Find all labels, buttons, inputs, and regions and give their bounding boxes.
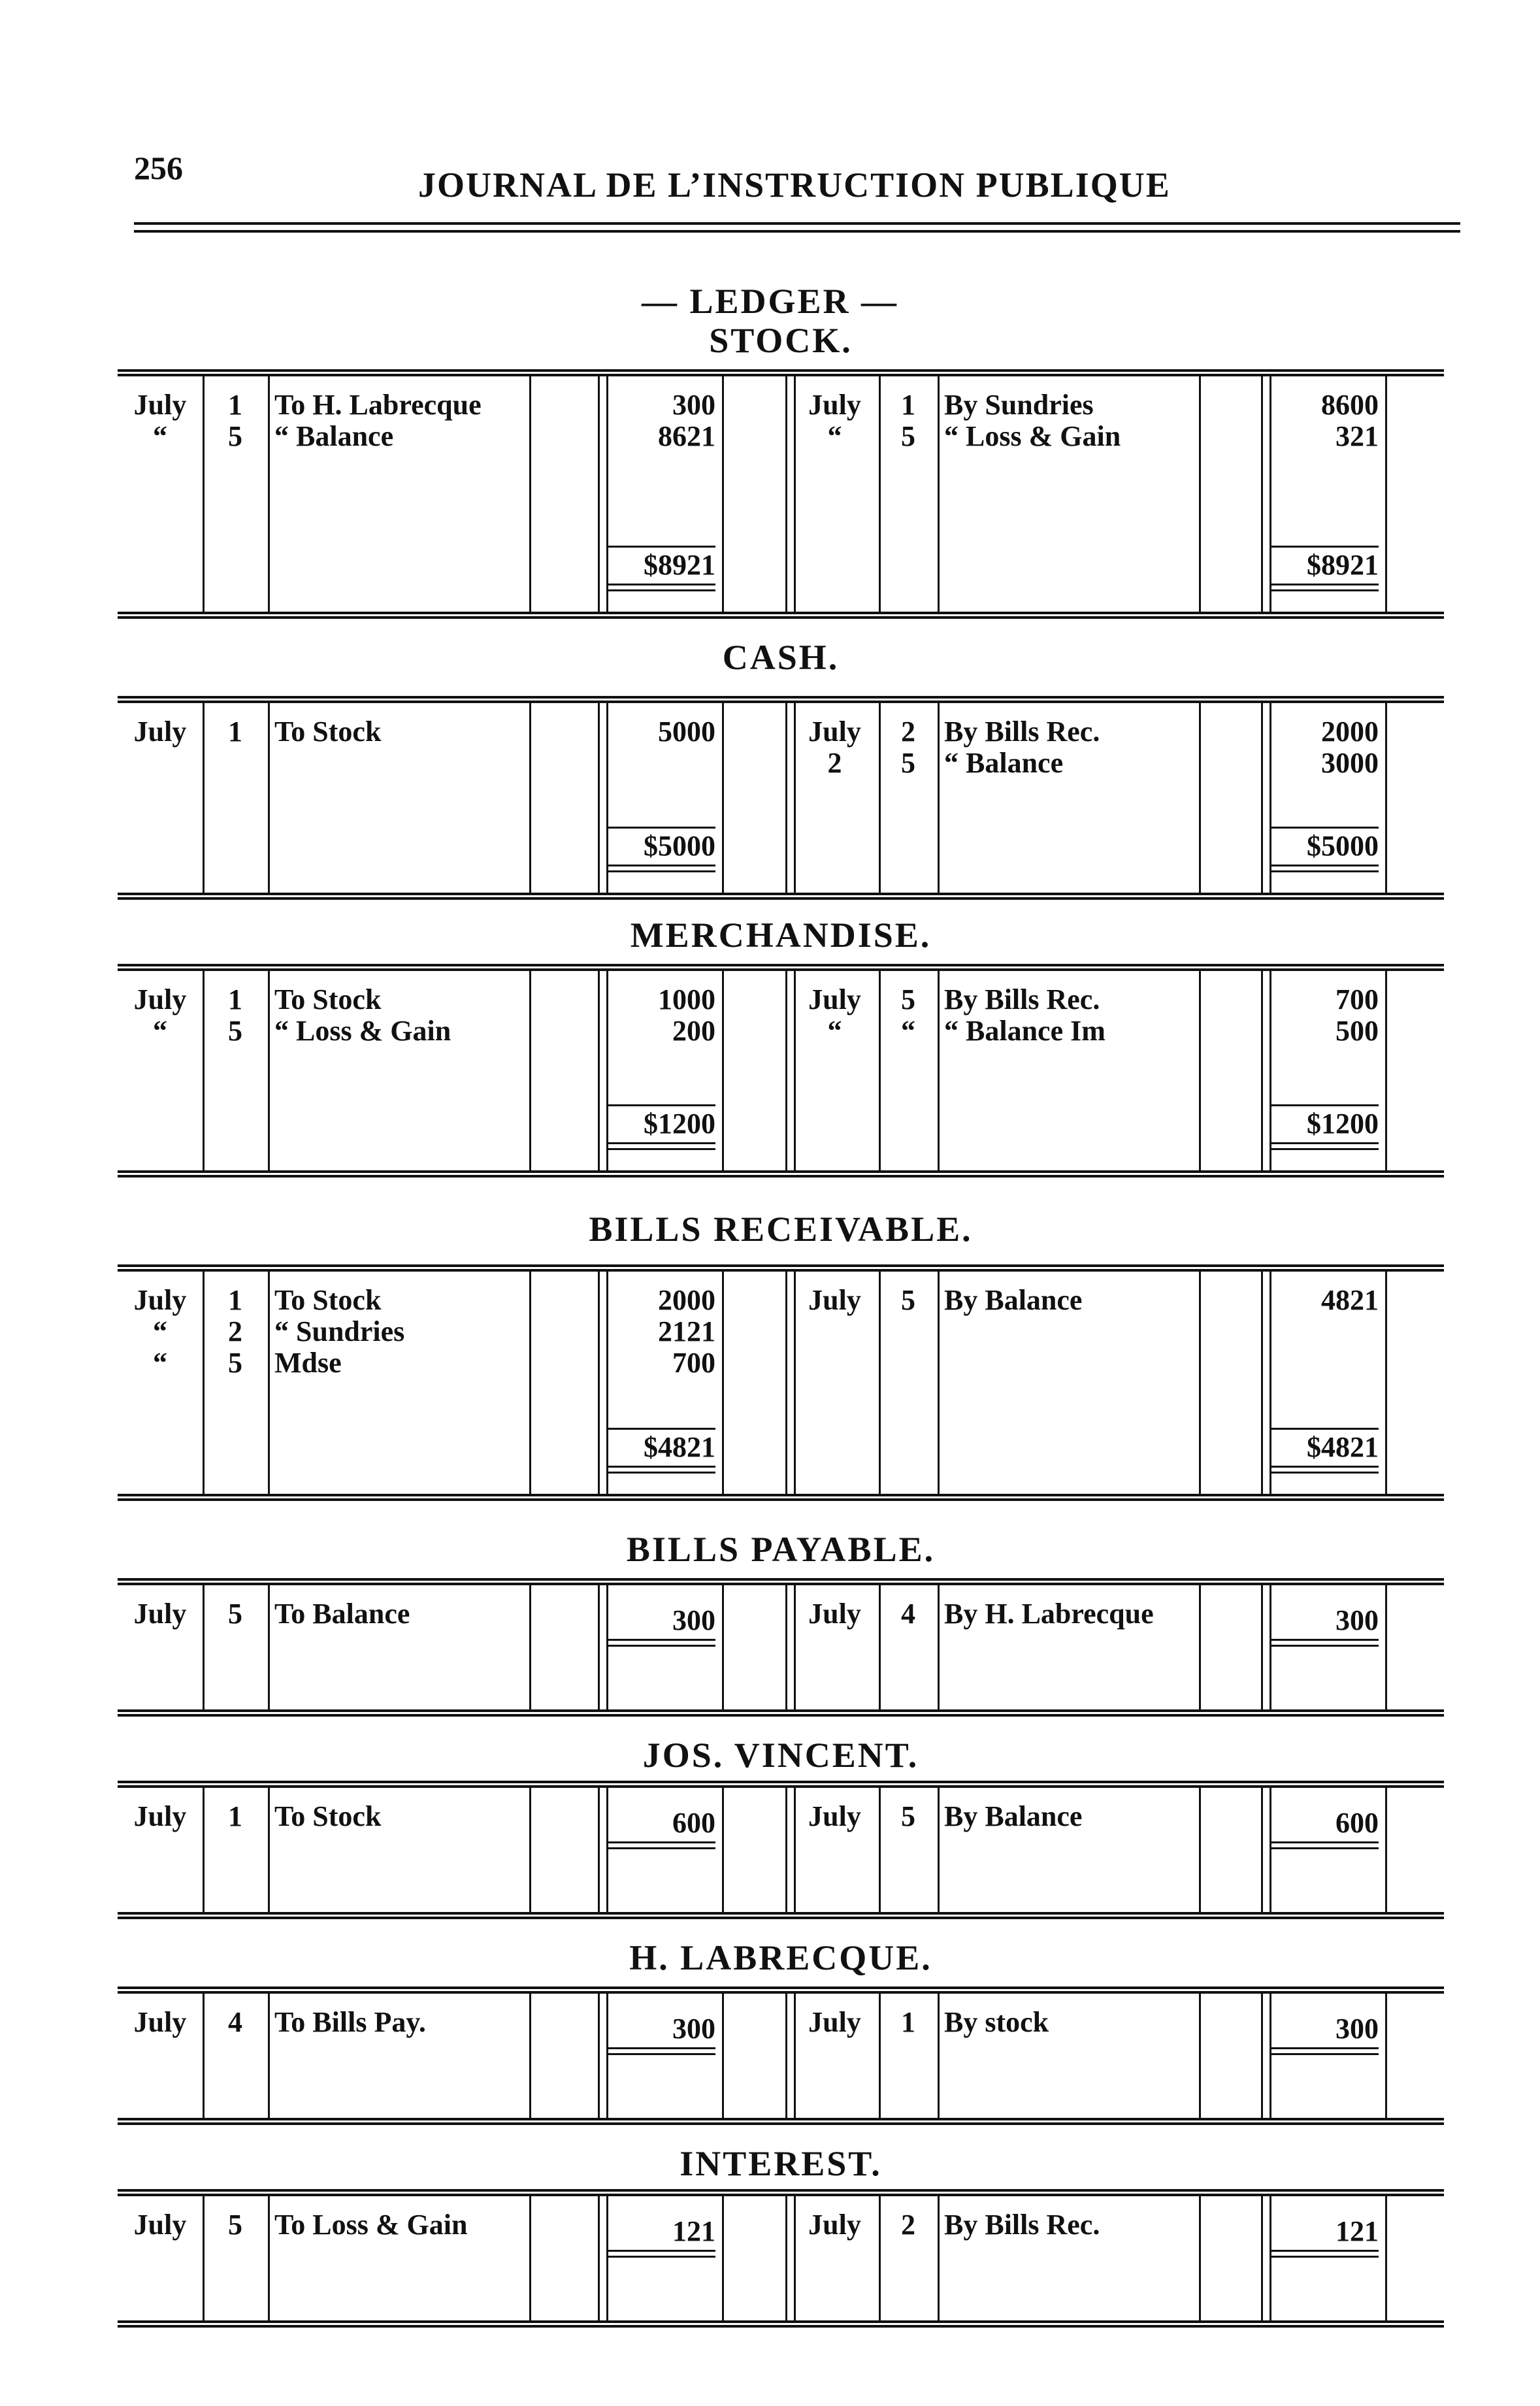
credit-date-month: July (808, 2209, 861, 2241)
debit-total: 600 (672, 1807, 715, 1839)
account-title: MERCHANDISE. (630, 915, 932, 955)
credit-total: $1200 (1307, 1108, 1379, 1140)
account-title: INTEREST. (680, 2144, 882, 2183)
debit-description: To Stock “ Loss & Gain (274, 983, 451, 1047)
debit-date-month: July (133, 2209, 187, 2241)
credit-description: By Balance (944, 1284, 1083, 1316)
debit-description: To Stock (274, 716, 382, 748)
credit-description: By Bills Rec. (944, 2209, 1100, 2241)
credit-date-month: July (808, 1598, 861, 1630)
credit-total: 300 (1335, 2013, 1379, 2045)
debit-date-day: 5 (228, 1598, 242, 1630)
debit-date-day: 1 5 (228, 389, 242, 452)
debit-total: $4821 (644, 1431, 715, 1463)
credit-description: By Balance (944, 1800, 1083, 1832)
column-rule (268, 2196, 270, 2320)
debit-total: $8921 (644, 549, 715, 581)
debit-date-month: July “ “ (133, 1284, 187, 1379)
debit-amounts: 1000 200 (658, 983, 715, 1047)
credit-date-day: 1 5 (901, 389, 915, 452)
credit-date-month: July (808, 1284, 861, 1316)
credit-date-month: July 2 (808, 716, 861, 779)
credit-total-rule (1271, 2250, 1379, 2258)
account-title: CASH. (722, 638, 840, 677)
debit-total-rule (608, 2250, 715, 2258)
debit-amounts: 300 8621 (658, 389, 715, 452)
account-title: BILLS PAYABLE. (626, 1530, 936, 1569)
debit-description: To Stock “ Sundries Mdse (274, 1284, 405, 1379)
credit-total: 300 (1335, 1604, 1379, 1636)
credit-description: By Bills Rec. “ Balance (944, 716, 1100, 779)
account-title: BILLS RECEIVABLE. (589, 1210, 973, 1249)
debit-description: To Bills Pay. (274, 2006, 426, 2038)
credit-amounts: 2000 3000 (1321, 716, 1379, 779)
debit-date-day: 1 2 5 (228, 1284, 242, 1379)
account-title: H. LABRECQUE. (629, 1938, 932, 1977)
debit-date-day: 5 (228, 2209, 242, 2241)
column-rule (938, 2196, 940, 2320)
credit-date-day: 2 (901, 2209, 915, 2241)
debit-date-day: 1 (228, 716, 242, 748)
credit-date-day: 2 5 (901, 716, 915, 779)
column-rule (1385, 2196, 1387, 2320)
credit-total: 121 (1335, 2215, 1379, 2247)
debit-description: To Loss & Gain (274, 2209, 468, 2241)
credit-description: By stock (944, 2006, 1049, 2038)
credit-date-day: 5 “ (901, 983, 915, 1047)
credit-total: $5000 (1307, 830, 1379, 862)
debit-date-month: July “ (133, 389, 187, 452)
debit-date-month: July (133, 1800, 187, 1832)
debit-description: To Balance (274, 1598, 410, 1630)
account-title: STOCK. (709, 321, 853, 360)
credit-total: $4821 (1307, 1431, 1379, 1463)
credit-description: By H. Labrecque (944, 1598, 1154, 1630)
credit-description: By Sundries “ Loss & Gain (944, 389, 1121, 452)
debit-amounts: 5000 (658, 716, 715, 748)
debit-date-day: 1 (228, 1800, 242, 1832)
credit-date-month: July “ (808, 389, 861, 452)
credit-date-month: July “ (808, 983, 861, 1047)
debit-date-month: July (133, 2006, 187, 2038)
debit-total: $5000 (644, 830, 715, 862)
ledger-account (118, 0, 1444, 2406)
credit-date-day: 1 (901, 2006, 915, 2038)
debit-date-month: July (133, 1598, 187, 1630)
column-double-rule (1261, 2196, 1271, 2320)
debit-total: 121 (672, 2215, 715, 2247)
debit-date-month: July (133, 716, 187, 748)
credit-total: 600 (1335, 1807, 1379, 1839)
debit-date-month: July “ (133, 983, 187, 1047)
credit-date-month: July (808, 2006, 861, 2038)
credit-amounts: 700 500 (1335, 983, 1379, 1047)
credit-date-day: 5 (901, 1800, 915, 1832)
debit-total: $1200 (644, 1108, 715, 1140)
debit-date-day: 1 5 (228, 983, 242, 1047)
credit-total: $8921 (1307, 549, 1379, 581)
journal-title: JOURNAL DE L’INSTRUCTION PUBLIQUE (418, 165, 1171, 205)
account-title: JOS. VINCENT. (642, 1736, 919, 1775)
account-table (118, 2189, 1444, 2328)
debit-date-day: 4 (228, 2006, 242, 2038)
credit-amounts: 8600 321 (1321, 389, 1379, 452)
ledger-title: — LEDGER — (641, 282, 899, 321)
debit-amounts: 2000 2121 700 (658, 1284, 715, 1379)
debit-total: 300 (672, 2013, 715, 2045)
credit-amounts: 4821 (1321, 1284, 1379, 1316)
page-number: 256 (134, 150, 183, 186)
credit-date-day: 4 (901, 1598, 915, 1630)
column-double-rule (598, 2196, 608, 2320)
column-rule (722, 2196, 724, 2320)
debit-description: To Stock (274, 1800, 382, 1832)
debit-description: To H. Labrecque “ Balance (274, 389, 482, 452)
credit-description: By Bills Rec. “ Balance Im (944, 983, 1106, 1047)
credit-date-month: July (808, 1800, 861, 1832)
credit-date-day: 5 (901, 1284, 915, 1316)
debit-total: 300 (672, 1604, 715, 1636)
